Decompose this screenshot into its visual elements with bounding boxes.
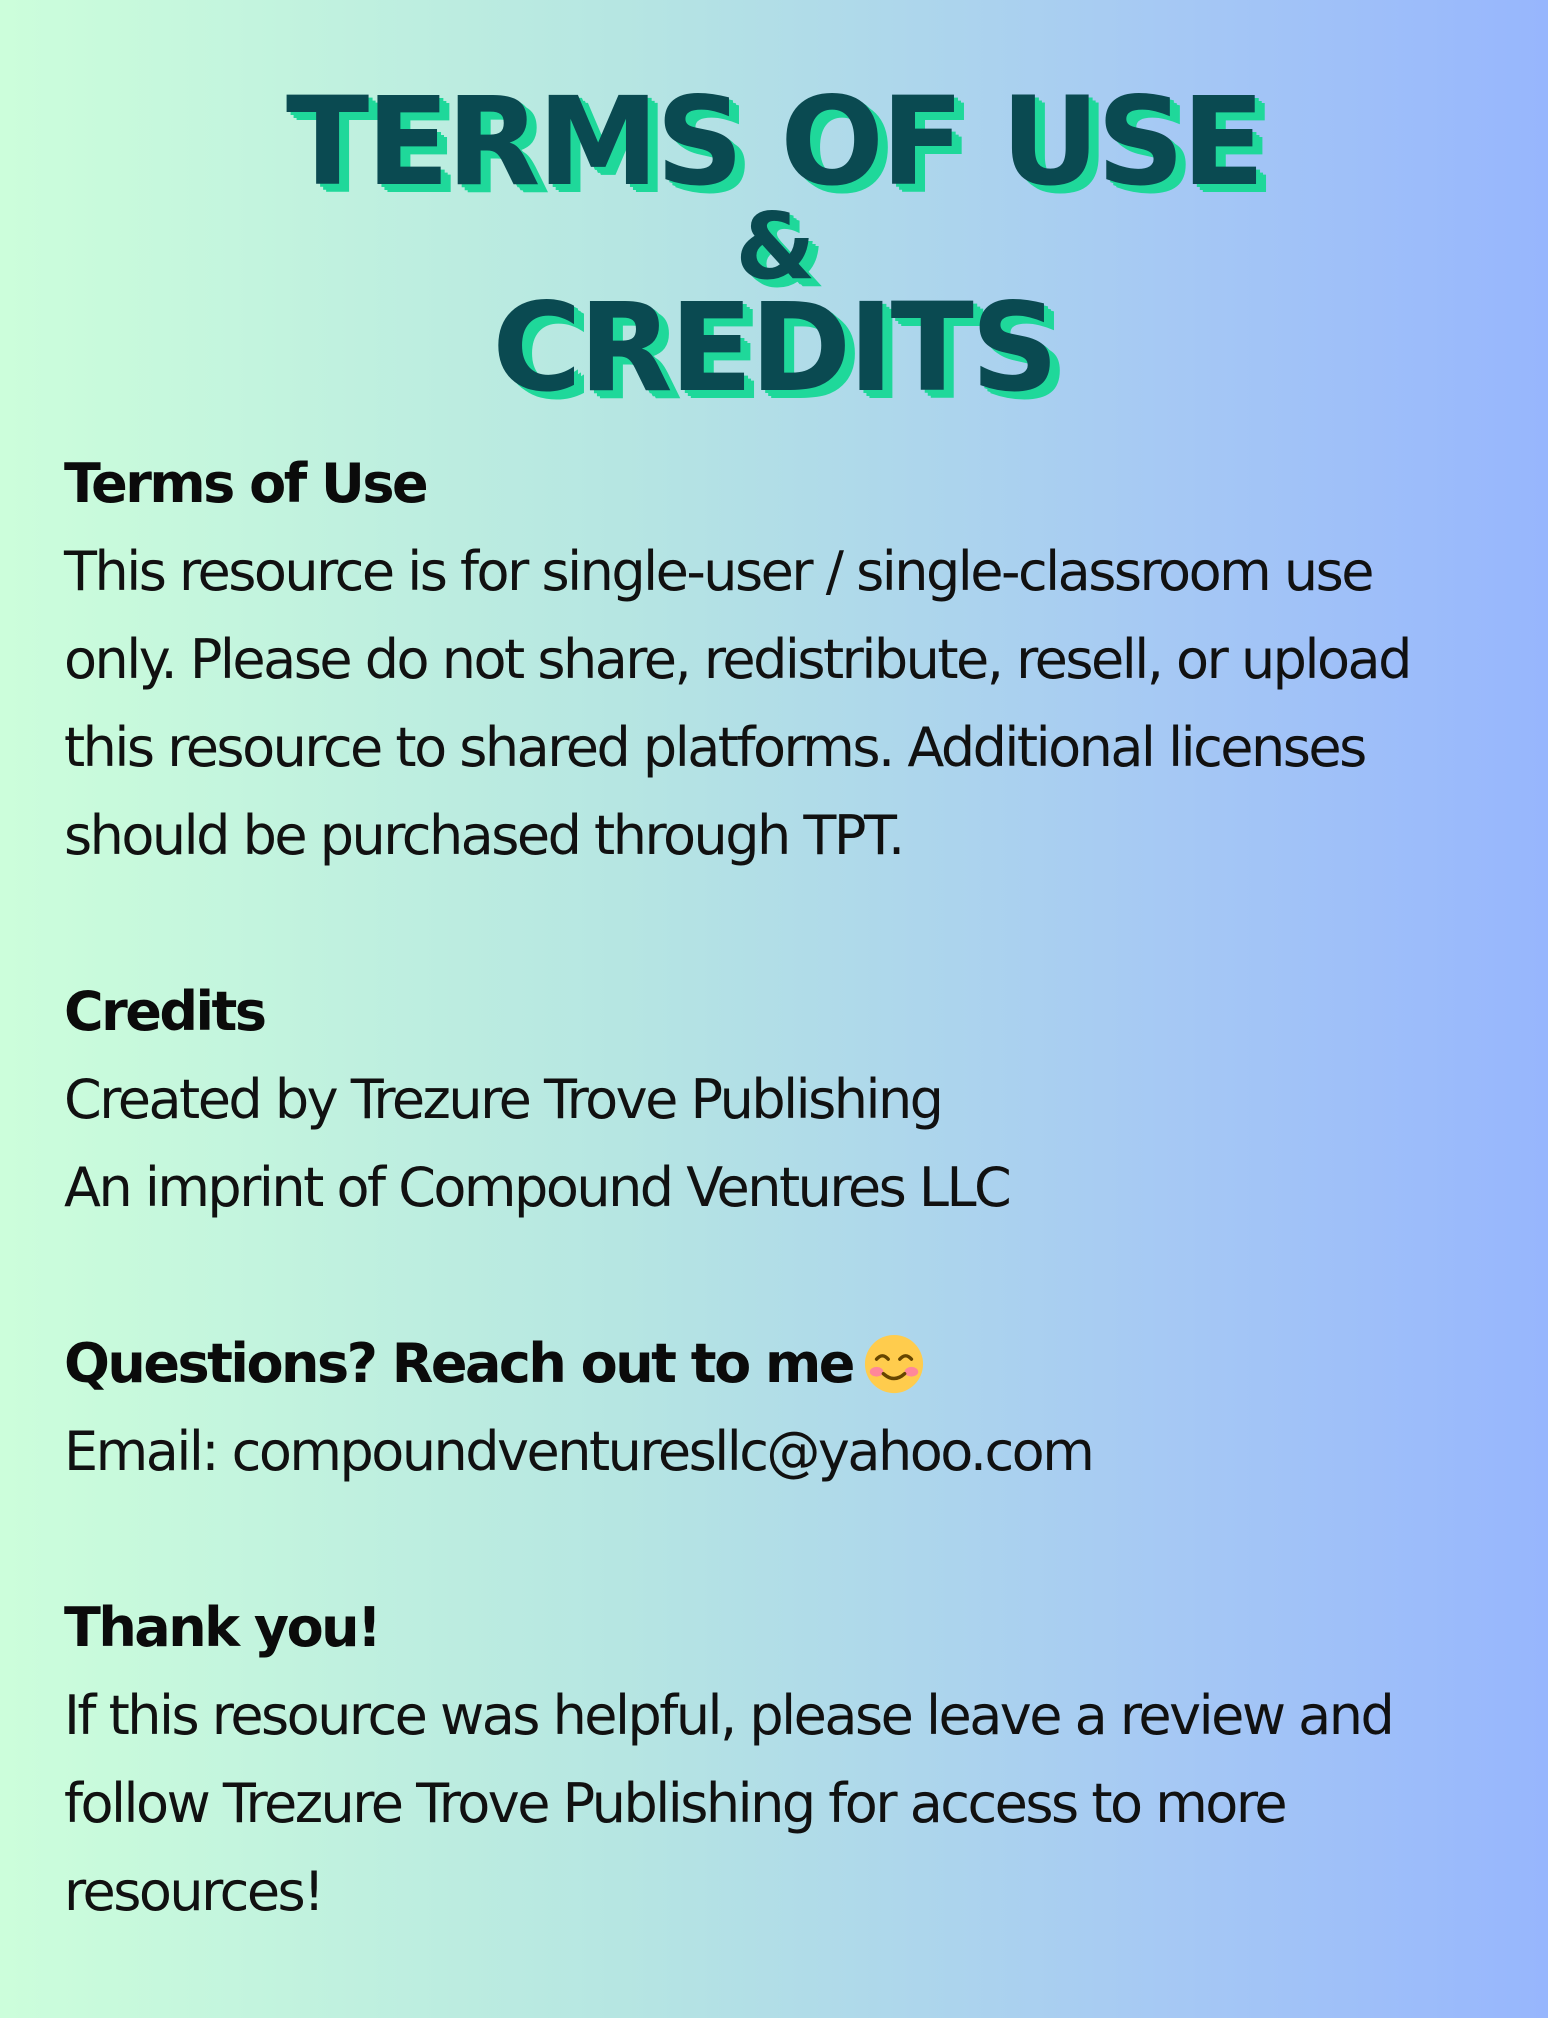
terms-line: This resource is for single-user / single-classroom use	[64, 540, 1372, 603]
questions-section	[64, 1320, 1494, 1496]
credits-line: Created by Trezure Trove Publishing	[64, 1068, 942, 1131]
terms-line: should be purchased through TPT.	[64, 804, 903, 867]
thanks-line: resources!	[64, 1860, 323, 1923]
questions-heading: Questions? Reach out to me	[64, 1332, 853, 1395]
section-spacer	[64, 1496, 1494, 1584]
credits-section	[64, 968, 1494, 1232]
thanks-section	[64, 1584, 1494, 1936]
title-line-credits: CREDITS	[492, 277, 1056, 419]
section-spacer	[64, 1232, 1494, 1320]
thanks-line: If this resource was helpful, please leave a review and	[64, 1684, 1393, 1747]
page-title	[0, 71, 1548, 419]
terms-line: this resource to shared platforms. Additional licenses	[64, 716, 1365, 779]
section-spacer	[64, 880, 1494, 968]
title-line-terms-of-use: TERMS OF USE	[285, 71, 1263, 213]
thanks-line: follow Trezure Trove Publishing for access to more	[64, 1772, 1286, 1835]
smiling-face-icon	[863, 1333, 925, 1395]
terms-section	[64, 440, 1494, 880]
questions-heading-row	[64, 1320, 1494, 1408]
terms-heading: Terms of Use	[64, 452, 427, 515]
title-ampersand: &	[735, 193, 813, 300]
email-line: Email: compoundventuresllc@yahoo.com	[64, 1420, 1093, 1483]
thanks-heading: Thank you!	[64, 1596, 380, 1659]
credits-heading: Credits	[64, 980, 265, 1043]
content-body	[64, 440, 1494, 1936]
terms-line: only. Please do not share, redistribute, resell, or upload	[64, 628, 1410, 691]
credits-line: An imprint of Compound Ventures LLC	[64, 1156, 1010, 1219]
